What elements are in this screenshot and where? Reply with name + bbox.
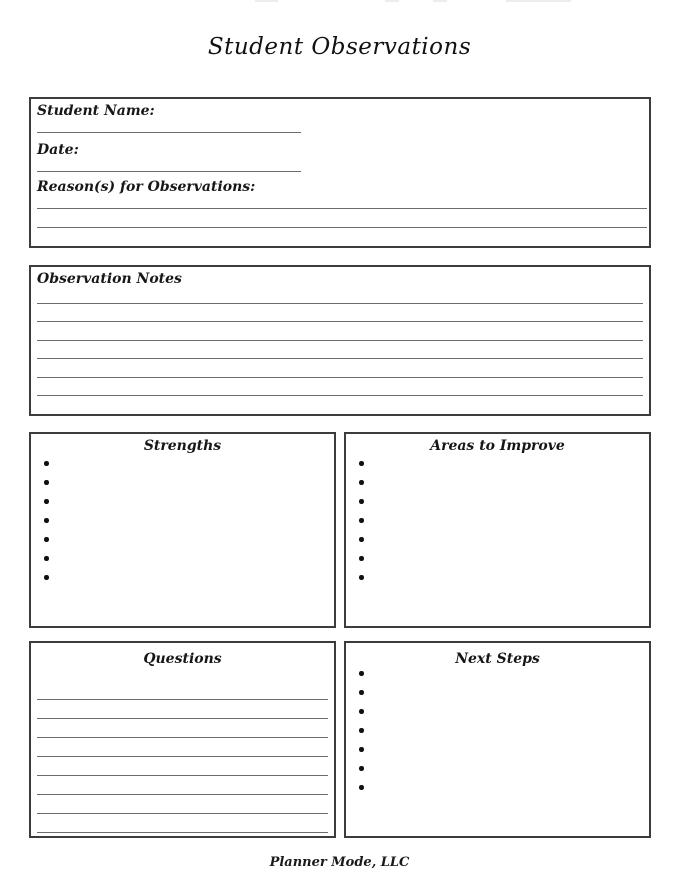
strengths-bullet-item[interactable]: [31, 454, 334, 473]
next-steps-bullet-item[interactable]: [346, 778, 649, 797]
note-input-line[interactable]: [37, 341, 643, 360]
bullet-dot-icon: [359, 575, 364, 580]
next-steps-bullet-item[interactable]: [346, 740, 649, 759]
question-input-line[interactable]: [37, 757, 328, 776]
next-steps-bullet-item[interactable]: [346, 759, 649, 778]
next-steps-section: [344, 641, 651, 838]
bullet-dot-icon: [44, 575, 49, 580]
areas-bullet-item[interactable]: [346, 568, 649, 587]
note-input-line[interactable]: [37, 378, 643, 397]
cropped-content-artifact: [255, 0, 278, 2]
student-info-section: [29, 97, 651, 248]
bullet-dot-icon: [44, 480, 49, 485]
questions-title: Questions: [143, 651, 222, 667]
bullet-dot-icon: [359, 747, 364, 752]
cropped-content-artifact: [433, 0, 447, 2]
strengths-bullet-item[interactable]: [31, 492, 334, 511]
strengths-title: Strengths: [143, 438, 222, 454]
bullet-dot-icon: [44, 537, 49, 542]
question-input-line[interactable]: [37, 814, 328, 833]
reasons-input-line[interactable]: [37, 209, 647, 228]
areas-to-improve-section: [344, 432, 651, 628]
areas-bullet-list: [346, 454, 649, 587]
next-steps-bullet-item[interactable]: [346, 683, 649, 702]
areas-bullet-item[interactable]: [346, 511, 649, 530]
strengths-bullet-list: [31, 454, 334, 587]
bullet-dot-icon: [359, 690, 364, 695]
next-steps-title: Next Steps: [455, 651, 540, 667]
date-input-line[interactable]: [37, 171, 301, 172]
bullet-dot-icon: [359, 537, 364, 542]
question-input-line[interactable]: [37, 719, 328, 738]
bullet-dot-icon: [359, 671, 364, 676]
bullet-dot-icon: [359, 518, 364, 523]
bullet-dot-icon: [44, 518, 49, 523]
areas-bullet-item[interactable]: [346, 454, 649, 473]
bullet-dot-icon: [44, 556, 49, 561]
note-input-line[interactable]: [37, 359, 643, 378]
bullet-dot-icon: [359, 785, 364, 790]
question-input-line[interactable]: [37, 681, 328, 700]
bullet-dot-icon: [359, 766, 364, 771]
areas-bullet-item[interactable]: [346, 492, 649, 511]
questions-lines: [37, 681, 328, 833]
areas-to-improve-title: Areas to Improve: [430, 438, 565, 454]
note-input-line[interactable]: [37, 304, 643, 323]
bullet-dot-icon: [359, 461, 364, 466]
questions-section: [29, 641, 336, 838]
reasons-label: Reason(s) for Observations:: [37, 179, 256, 195]
bullet-dot-icon: [44, 461, 49, 466]
areas-bullet-item[interactable]: [346, 549, 649, 568]
bullet-dot-icon: [44, 499, 49, 504]
strengths-bullet-item[interactable]: [31, 568, 334, 587]
note-input-line[interactable]: [37, 322, 643, 341]
areas-bullet-item[interactable]: [346, 530, 649, 549]
date-label: Date:: [37, 142, 79, 158]
strengths-section: [29, 432, 336, 628]
next-steps-bullet-item[interactable]: [346, 721, 649, 740]
question-input-line[interactable]: [37, 776, 328, 795]
reasons-input-lines: [37, 190, 647, 228]
bullet-dot-icon: [359, 480, 364, 485]
bullet-dot-icon: [359, 556, 364, 561]
next-steps-bullet-item[interactable]: [346, 664, 649, 683]
bullet-dot-icon: [359, 709, 364, 714]
bullet-dot-icon: [359, 499, 364, 504]
strengths-bullet-item[interactable]: [31, 511, 334, 530]
observation-notes-title: Observation Notes: [37, 271, 182, 287]
next-steps-bullet-item[interactable]: [346, 702, 649, 721]
reasons-input-line[interactable]: [37, 190, 647, 209]
page-title: Student Observations: [207, 34, 472, 60]
question-input-line[interactable]: [37, 700, 328, 719]
strengths-bullet-item[interactable]: [31, 549, 334, 568]
strengths-bullet-item[interactable]: [31, 473, 334, 492]
areas-bullet-item[interactable]: [346, 473, 649, 492]
next-steps-bullet-list: [346, 664, 649, 797]
student-name-label: Student Name:: [37, 103, 155, 119]
note-input-line[interactable]: [37, 285, 643, 304]
observation-notes-lines: [37, 285, 643, 396]
strengths-bullet-item[interactable]: [31, 530, 334, 549]
student-name-input-line[interactable]: [37, 132, 301, 133]
cropped-content-artifact: [506, 0, 571, 2]
question-input-line[interactable]: [37, 795, 328, 814]
question-input-line[interactable]: [37, 738, 328, 757]
observation-notes-section: [29, 265, 651, 416]
bullet-dot-icon: [359, 728, 364, 733]
cropped-content-artifact: [385, 0, 399, 2]
footer-brand: Planner Mode, LLC: [269, 855, 410, 870]
